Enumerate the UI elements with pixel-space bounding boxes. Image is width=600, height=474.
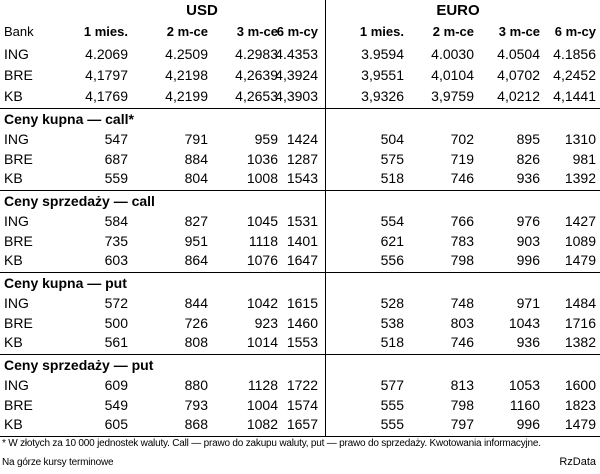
section-divider xyxy=(0,354,600,355)
usd-value: 1036 xyxy=(246,150,278,167)
bank-name: ING xyxy=(4,377,29,393)
usd-value: 864 xyxy=(184,252,208,268)
euro-value: 3,9551 xyxy=(361,67,404,83)
euro-value: 971 xyxy=(516,295,540,311)
table-row xyxy=(0,168,600,188)
usd-value: 827 xyxy=(184,213,208,229)
table-row xyxy=(0,86,600,106)
section-title: Ceny kupna — call* xyxy=(4,111,134,127)
euro-value: 1479 xyxy=(564,252,596,268)
usd-value: 4.2069 xyxy=(85,46,128,62)
section-divider xyxy=(0,272,600,273)
euro-value: 903 xyxy=(516,232,540,249)
usd-value: 804 xyxy=(184,170,208,186)
euro-value: 798 xyxy=(450,252,474,268)
usd-value: 726 xyxy=(184,314,208,331)
section-title: Ceny sprzedaży — put xyxy=(4,357,154,373)
section-divider xyxy=(0,108,600,109)
euro-value: 4.0030 xyxy=(431,46,474,62)
footnote: * W złotych za 10 000 jednostek waluty. Call — prawo do zakupu waluty, put — prawo do sprzedaży. Kwotowania informacyjne. xyxy=(2,438,541,449)
usd-value: 1401 xyxy=(286,232,318,249)
usd-value: 687 xyxy=(104,150,128,167)
euro-value: 895 xyxy=(516,131,540,147)
usd-value: 808 xyxy=(184,334,208,350)
usd-value: 4,2198 xyxy=(165,67,208,83)
bank-name: ING xyxy=(4,131,29,147)
usd-value: 735 xyxy=(104,232,128,249)
usd-value: 1647 xyxy=(286,252,318,268)
euro-value: 702 xyxy=(450,131,474,147)
euro-value: 577 xyxy=(380,377,404,393)
usd-value: 4,3903 xyxy=(275,88,318,104)
euro-value: 1479 xyxy=(564,416,596,432)
currency-header-row xyxy=(0,0,600,22)
euro-value: 3.9594 xyxy=(361,46,404,62)
euro-value: 936 xyxy=(516,334,540,350)
usd-col-3m: 3 m-ce xyxy=(236,24,278,39)
euro-value: 936 xyxy=(516,170,540,186)
usd-col-2m: 2 m-ce xyxy=(166,24,208,39)
usd-header: USD xyxy=(186,2,218,19)
usd-value: 793 xyxy=(184,396,208,413)
table-row xyxy=(0,414,600,434)
euro-value: 3,9759 xyxy=(431,88,474,104)
usd-value: 1042 xyxy=(246,295,278,311)
euro-col-1m: 1 mies. xyxy=(359,24,404,39)
euro-value: 4.0504 xyxy=(497,46,540,62)
euro-value: 981 xyxy=(572,150,596,167)
euro-header: EURO xyxy=(436,2,480,19)
euro-value: 518 xyxy=(380,170,404,186)
usd-col-1m: 1 mies. xyxy=(83,24,128,39)
table-row xyxy=(0,129,600,149)
euro-value: 996 xyxy=(516,252,540,268)
usd-value: 1045 xyxy=(246,213,278,229)
euro-value: 1053 xyxy=(508,377,540,393)
usd-value: 572 xyxy=(104,295,128,311)
euro-value: 803 xyxy=(450,314,474,331)
usd-value: 4,3924 xyxy=(275,67,318,83)
euro-value: 748 xyxy=(450,295,474,311)
footer-caption: Na górze kursy terminowe xyxy=(2,457,114,468)
euro-col-2m: 2 m-ce xyxy=(432,24,474,39)
usd-value: 1008 xyxy=(246,170,278,186)
euro-value: 575 xyxy=(380,150,404,167)
section-title: Ceny sprzedaży — call xyxy=(4,193,155,209)
euro-value: 621 xyxy=(380,232,404,249)
bank-name: ING xyxy=(4,213,29,229)
euro-value: 4.1856 xyxy=(553,46,596,62)
bank-name: BRE xyxy=(4,232,33,249)
table-row xyxy=(0,65,600,85)
euro-value: 554 xyxy=(380,213,404,229)
usd-value: 923 xyxy=(254,314,278,331)
usd-value: 1543 xyxy=(286,170,318,186)
usd-value: 561 xyxy=(104,334,128,350)
euro-value: 555 xyxy=(380,416,404,432)
euro-value: 1043 xyxy=(508,314,540,331)
usd-value: 844 xyxy=(184,295,208,311)
euro-value: 1600 xyxy=(564,377,596,393)
usd-value: 547 xyxy=(104,131,128,147)
euro-value: 996 xyxy=(516,416,540,432)
bank-name: KB xyxy=(4,416,23,432)
usd-value: 791 xyxy=(184,131,208,147)
usd-value: 1553 xyxy=(286,334,318,350)
usd-value: 1118 xyxy=(248,232,278,249)
euro-value: 555 xyxy=(380,396,404,413)
bank-name: BRE xyxy=(4,396,33,413)
usd-value: 4,2653 xyxy=(235,88,278,104)
usd-value: 584 xyxy=(104,213,128,229)
euro-value: 746 xyxy=(450,170,474,186)
bank-name: BRE xyxy=(4,67,33,83)
euro-value: 518 xyxy=(380,334,404,350)
euro-value: 3,9326 xyxy=(361,88,404,104)
usd-value: 884 xyxy=(184,150,208,167)
usd-value: 4.2983 xyxy=(235,46,278,62)
table-row xyxy=(0,211,600,231)
euro-value: 797 xyxy=(450,416,474,432)
usd-value: 1082 xyxy=(246,416,278,432)
usd-value: 4,1769 xyxy=(85,88,128,104)
usd-col-6m: 6 m-cy xyxy=(276,24,318,39)
section-divider xyxy=(0,190,600,191)
table-row xyxy=(0,231,600,251)
usd-value: 1128 xyxy=(247,377,278,393)
usd-value: 1460 xyxy=(286,314,318,331)
usd-value: 549 xyxy=(104,396,128,413)
euro-value: 4,2452 xyxy=(553,67,596,83)
euro-value: 1310 xyxy=(564,131,596,147)
euro-value: 1382 xyxy=(564,334,596,350)
euro-value: 783 xyxy=(450,232,474,249)
table-row xyxy=(0,332,600,352)
usd-value: 4,2199 xyxy=(165,88,208,104)
euro-value: 4,0212 xyxy=(497,88,540,104)
euro-value: 1089 xyxy=(564,232,596,249)
bank-name: KB xyxy=(4,170,23,186)
usd-value: 1657 xyxy=(286,416,318,432)
usd-value: 1287 xyxy=(286,150,318,167)
euro-value: 766 xyxy=(450,213,474,229)
usd-value: 1014 xyxy=(246,334,278,350)
euro-value: 719 xyxy=(450,150,474,167)
euro-value: 4,0702 xyxy=(497,67,540,83)
table-row xyxy=(0,293,600,313)
usd-value: 1615 xyxy=(286,295,318,311)
euro-col-6m: 6 m-cy xyxy=(554,24,596,39)
euro-value: 798 xyxy=(450,396,474,413)
usd-value: 4.4353 xyxy=(275,46,318,62)
euro-value: 1427 xyxy=(564,213,596,229)
table-row xyxy=(0,395,600,415)
euro-value: 538 xyxy=(380,314,404,331)
euro-value: 746 xyxy=(450,334,474,350)
usd-value: 1004 xyxy=(246,396,278,413)
usd-value: 1722 xyxy=(286,377,318,393)
table-row xyxy=(0,44,600,64)
euro-col-3m: 3 m-ce xyxy=(498,24,540,39)
bank-name: BRE xyxy=(4,150,33,167)
usd-value: 880 xyxy=(184,377,208,393)
usd-value: 500 xyxy=(104,314,128,331)
usd-value: 959 xyxy=(254,131,278,147)
bank-name: ING xyxy=(4,46,29,62)
usd-value: 605 xyxy=(104,416,128,432)
usd-value: 1076 xyxy=(246,252,278,268)
usd-value: 1424 xyxy=(286,131,318,147)
euro-value: 556 xyxy=(380,252,404,268)
bank-column-header: Bank xyxy=(4,24,34,39)
euro-value: 1484 xyxy=(564,295,596,311)
usd-value: 609 xyxy=(104,377,128,393)
usd-value: 4,1797 xyxy=(85,67,128,83)
section-divider xyxy=(0,436,600,437)
bank-name: ING xyxy=(4,295,29,311)
euro-value: 813 xyxy=(450,377,474,393)
table-row xyxy=(0,250,600,270)
euro-value: 976 xyxy=(516,213,540,229)
euro-value: 1823 xyxy=(564,396,596,413)
bank-name: BRE xyxy=(4,314,33,331)
euro-value: 826 xyxy=(516,150,540,167)
usd-value: 4,2639 xyxy=(235,67,278,83)
usd-value: 1574 xyxy=(286,396,318,413)
section-title: Ceny kupna — put xyxy=(4,275,127,291)
usd-value: 603 xyxy=(104,252,128,268)
euro-value: 4,1441 xyxy=(553,88,596,104)
usd-value: 559 xyxy=(104,170,128,186)
euro-value: 4,0104 xyxy=(431,67,474,83)
bank-name: KB xyxy=(4,88,23,104)
column-header-row xyxy=(0,22,600,42)
usd-value: 4.2509 xyxy=(165,46,208,62)
source-label: RzData xyxy=(559,456,596,468)
euro-value: 1716 xyxy=(564,314,596,331)
table-row xyxy=(0,375,600,395)
usd-value: 868 xyxy=(184,416,208,432)
usd-value: 1531 xyxy=(286,213,318,229)
bank-name: KB xyxy=(4,334,23,350)
euro-value: 504 xyxy=(380,131,404,147)
bank-name: KB xyxy=(4,252,23,268)
euro-value: 1160 xyxy=(509,396,540,413)
usd-value: 951 xyxy=(184,232,208,249)
table-row xyxy=(0,149,600,169)
table-row xyxy=(0,313,600,333)
euro-value: 1392 xyxy=(564,170,596,186)
euro-value: 528 xyxy=(380,295,404,311)
